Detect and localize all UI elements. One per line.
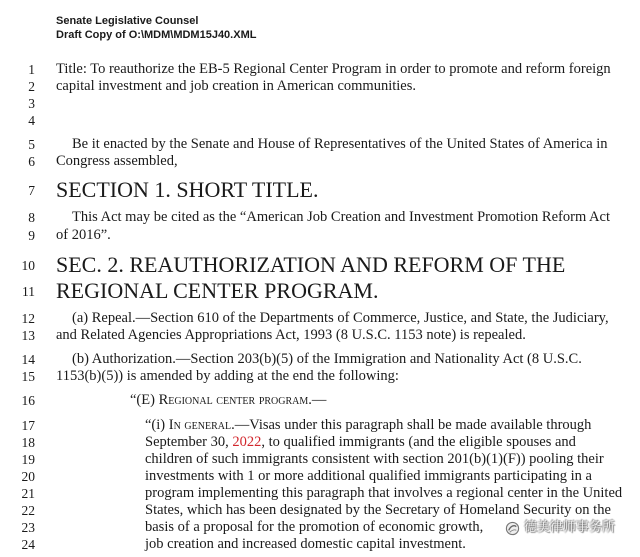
line-number: 13 (21, 328, 35, 343)
clause-i-line: States, which has been designated by the Secretary of Homeland Security on the (145, 502, 611, 518)
line-number: 12 (21, 311, 35, 326)
clause-text: September 30, (145, 434, 233, 450)
line-number: 5 (28, 137, 35, 152)
line-number: 19 (21, 452, 35, 467)
line-number: 10 (21, 258, 35, 273)
line-number: 9 (28, 228, 35, 243)
line-number: 23 (21, 520, 35, 535)
line-number: 7 (28, 183, 35, 198)
highlighted-year: 2022 (232, 434, 262, 450)
clause-i-line: children of such immigrants consistent with section 201(b)(1)(F)) pooling their (145, 451, 604, 467)
line-number: 21 (21, 486, 35, 501)
line-number: 14 (21, 352, 35, 367)
office-name: Senate Legislative Counsel (56, 15, 199, 27)
line-number: 16 (21, 393, 35, 408)
line-number: 22 (21, 503, 35, 518)
subsection-b-line: 1153(b)(5)) is amended by adding at the end the following: (56, 368, 399, 384)
paragraph-heading: Regional center program (158, 392, 309, 408)
section-1-heading: SECTION 1. SHORT TITLE. (56, 177, 319, 202)
draft-copy-path: Draft Copy of O:\MDM\MDM15J40.XML (56, 29, 257, 41)
clause-text: .—Visas under this paragraph shall be made available through (231, 417, 592, 433)
line-number: 18 (21, 435, 35, 450)
subsection-b-line: (b) Authorization.—Section 203(b)(5) of the Immigration and Nationality Act (8 U.S.C. (72, 351, 582, 367)
line-number: 11 (22, 284, 35, 299)
enacting-clause-line: Be it enacted by the Senate and House of Representatives of the United States of America in (72, 136, 608, 152)
line-number: 4 (28, 113, 35, 128)
clause-i-line: investments with 1 or more additional qualified immigrants participating in a (145, 468, 592, 484)
paragraph-e-heading (130, 392, 326, 409)
enacting-clause-line: Congress assembled, (56, 153, 178, 169)
line-number: 1 (28, 62, 35, 77)
subsection-a-line: (a) Repeal.—Section 610 of the Departments of Commerce, Justice, and State, the Judiciary, (72, 310, 609, 326)
line-number: 15 (21, 369, 35, 384)
clause-i-line: program implementing this paragraph that involves a regional center in the United (145, 485, 623, 501)
section-2-heading: REGIONAL CENTER PROGRAM. (56, 278, 379, 303)
line-number: 17 (21, 418, 35, 433)
subsection-a-line: and Related Agencies Appropriations Act, 1993 (8 U.S.C. 1153 note) is repealed. (56, 327, 526, 343)
paragraph-dash: .— (308, 392, 327, 408)
clause-i-line (145, 417, 591, 434)
line-number: 3 (28, 96, 35, 111)
short-title-text-line: This Act may be cited as the “American Job Creation and Investment Promotion Reform Act (72, 209, 610, 225)
watermark-text: 德美律师事务所 (524, 520, 616, 535)
line-number: 2 (28, 79, 35, 94)
clause-text: , to qualified immigrants (and the eligible spouses and (261, 434, 576, 450)
clause-heading: In general (168, 417, 232, 433)
paragraph-designation: “(E) (130, 392, 159, 408)
law-firm-logo-icon (505, 521, 520, 536)
line-number: 20 (21, 469, 35, 484)
short-title-text-line: of 2016”. (56, 227, 111, 243)
clause-designation: “(i) (145, 417, 169, 433)
clause-i-line: basis of a proposal for the promotion of economic growth, (145, 519, 484, 535)
clause-i-line: job creation and increased domestic capital investment. (145, 536, 466, 552)
line-number: 6 (28, 154, 35, 169)
section-2-heading: SEC. 2. REAUTHORIZATION AND REFORM OF THE (56, 252, 566, 277)
bill-title-line: Title: To reauthorize the EB-5 Regional Center Program in order to promote and reform foreign (56, 61, 611, 77)
line-number: 24 (21, 537, 35, 552)
clause-i-line (145, 434, 576, 451)
line-number: 8 (28, 210, 35, 225)
watermark (505, 519, 615, 537)
bill-title-line: capital investment and job creation in American communities. (56, 78, 416, 94)
